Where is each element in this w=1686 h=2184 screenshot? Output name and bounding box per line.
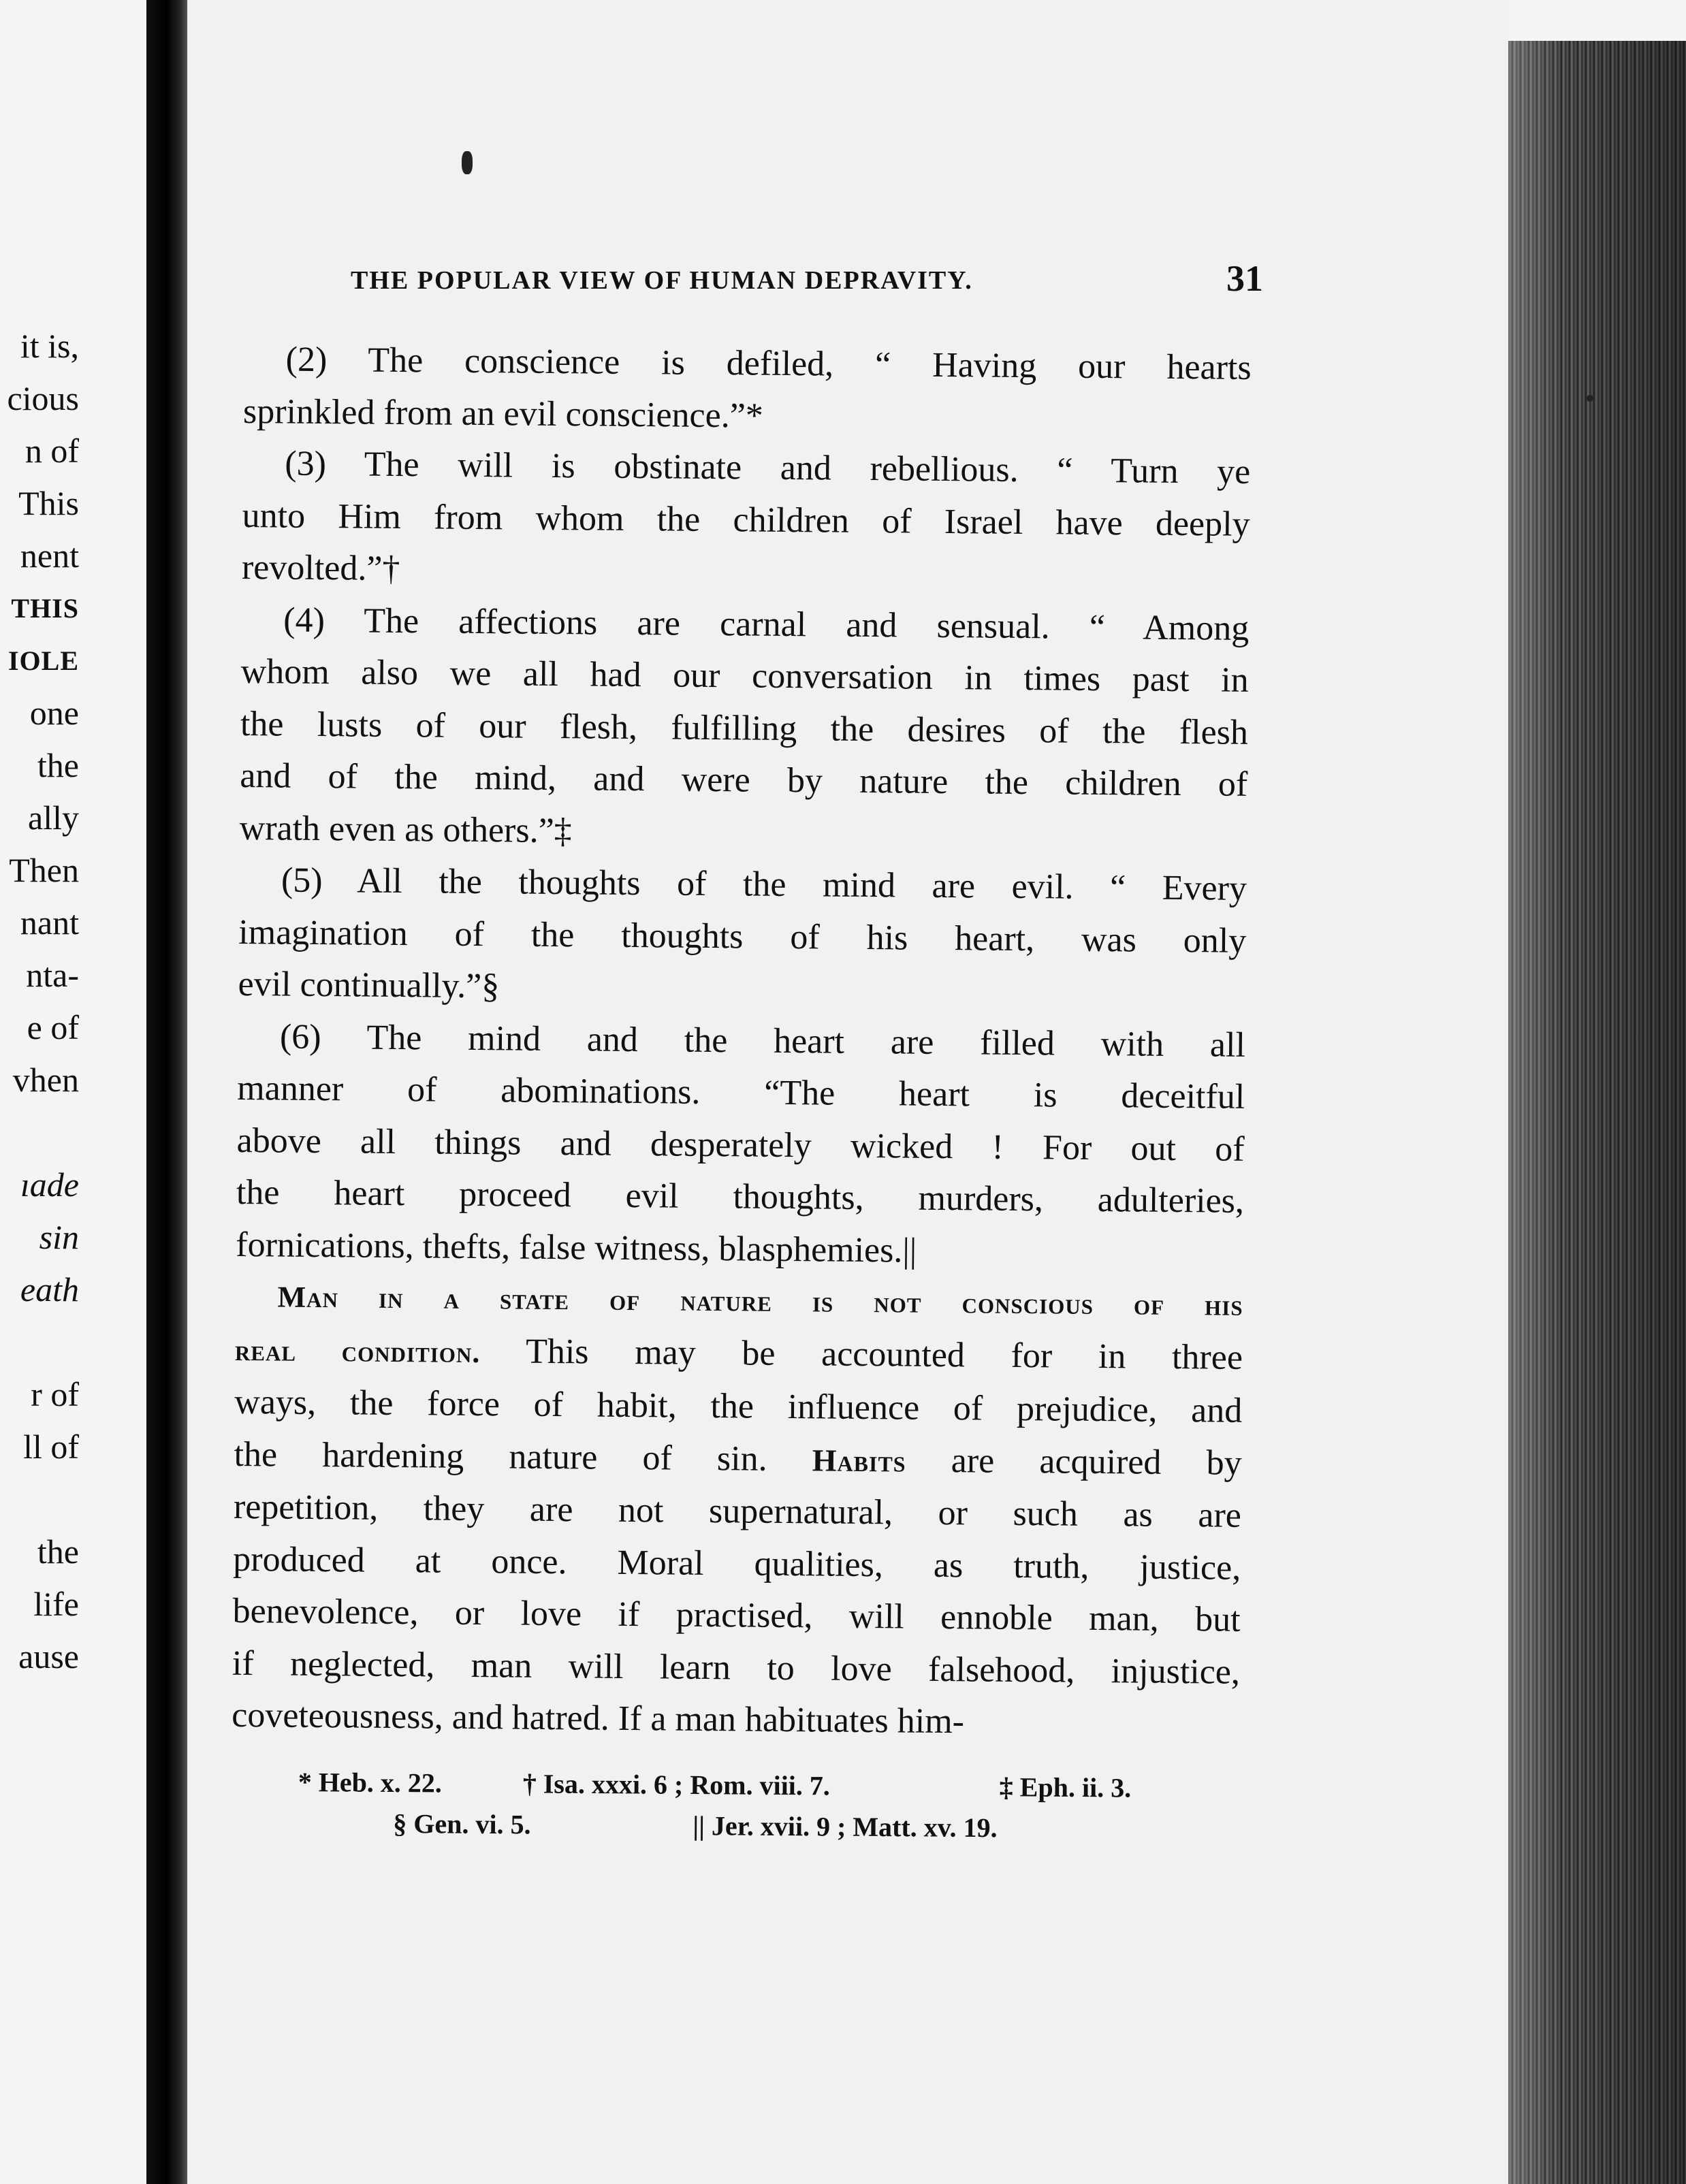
scan-speck <box>462 151 473 174</box>
section-line: repetition, they are not supernatural, or such as are <box>233 1487 1242 1535</box>
body-text <box>232 334 1252 1750</box>
left-page-line: sin <box>39 1218 79 1256</box>
paragraph-line: sprinkled from an evil conscience.”* <box>242 391 764 436</box>
left-page-line <box>0 1316 79 1368</box>
numbered-paragraph <box>236 1010 1245 1279</box>
footnote: ‡ Eph. ii. 3. <box>999 1771 1132 1803</box>
left-page-line: THIS <box>11 593 79 624</box>
left-page-line: cious <box>7 379 79 417</box>
footnote: * Heb. x. 22. <box>298 1766 443 1799</box>
numbered-paragraphs <box>236 334 1252 1280</box>
left-page-line: one <box>29 694 79 732</box>
section-line <box>235 1323 1243 1385</box>
paragraph-line: unto Him from whom the children of Israel have deeply <box>242 496 1250 544</box>
paragraph-line: manner of abominations. “The heart is deceitful <box>237 1068 1245 1117</box>
paragraph-line: the lusts of our flesh, fulfilling the desires of the flesh <box>240 704 1249 752</box>
paragraph-line: (6) The mind and the heart are filled with all <box>279 1017 1246 1065</box>
left-page-line <box>0 1473 79 1526</box>
footnotes <box>298 1762 1170 1850</box>
left-page-line: nent <box>20 536 79 575</box>
numbered-paragraph <box>238 854 1247 1019</box>
paragraph-line: evil continually.”§ <box>238 964 500 1006</box>
section-heading-tail: real condition. <box>234 1333 481 1369</box>
book-gutter <box>146 0 187 2184</box>
footnote: § Gen. vi. 5. <box>393 1808 531 1840</box>
paragraph-line: fornications, thefts, false witness, blasphemies.|| <box>236 1225 917 1270</box>
section-paragraph <box>232 1271 1243 1750</box>
footnote-row <box>298 1762 1170 1809</box>
paragraph-line: and of the mind, and were by nature the children of <box>240 756 1248 804</box>
scan-speck <box>1587 395 1593 402</box>
left-page-line: it is, <box>20 327 79 365</box>
paragraph-line: wrath even as others.”‡ <box>239 808 572 850</box>
section-line: benevolence, or love if practised, will ennoble man, but <box>232 1591 1241 1639</box>
numbered-paragraph <box>242 438 1251 603</box>
left-page-line: the <box>37 746 79 784</box>
left-page-line: nta- <box>26 956 79 994</box>
paragraph-line: (2) The conscience is defiled, “ Having our hearts <box>285 340 1252 387</box>
left-page-line: ause <box>18 1637 79 1675</box>
page-number: 31 <box>1226 258 1263 299</box>
left-page-line: n of <box>25 432 79 470</box>
footnote: || Jer. xvii. 9 ; Matt. xv. 19. <box>693 1810 998 1844</box>
footnote: † Isa. xxxi. 6 ; Rom. viii. 7. <box>522 1768 831 1801</box>
running-head <box>351 257 1263 305</box>
paragraph-line: whom also we all had our conversation in times past in <box>240 652 1249 700</box>
left-page-text <box>0 320 79 1683</box>
paragraph-line: the heart proceed evil thoughts, murders, adulteries, <box>236 1172 1245 1221</box>
section-line-text: the hardening nature of sin. <box>234 1434 767 1479</box>
section-line: coveteousness, and hatred. If a man habituates him- <box>232 1695 965 1741</box>
page-edges-top <box>1508 0 1686 41</box>
paragraph-line: imagination of the thoughts of his heart, was only <box>238 912 1247 961</box>
section-line: ways, the force of habit, the influence of prejudice, and <box>234 1382 1243 1430</box>
section-line-text: This may be accounted for in three <box>525 1332 1243 1377</box>
section-line: if neglected, man will learn to love falsehood, injustice, <box>232 1643 1241 1692</box>
footnote-row <box>298 1803 1169 1850</box>
left-page-line: ally <box>28 799 79 837</box>
left-page-line: e of <box>27 1008 79 1046</box>
numbered-paragraph <box>239 594 1249 863</box>
paragraph-line: (3) The will is obstinate and rebellious. “ Turn ye <box>285 444 1251 492</box>
section-line <box>234 1428 1242 1490</box>
left-page-line: Then <box>9 851 79 889</box>
section-line: produced at once. Moral qualities, as truth, justice, <box>233 1539 1241 1588</box>
paragraph-line: (4) The affections are carnal and sensual. “ Among <box>283 600 1250 648</box>
left-page-line: ıade <box>20 1166 79 1204</box>
left-page-line: This <box>18 484 79 522</box>
paragraph-line: above all things and desperately wicked ! For out of <box>236 1121 1245 1169</box>
left-page-line: vhen <box>12 1061 79 1099</box>
paragraph-line: revolted.”† <box>241 547 400 589</box>
left-page-line <box>0 1106 79 1159</box>
page-edges-shade <box>1508 41 1686 2184</box>
left-page-line: eath <box>20 1270 79 1308</box>
left-page-line: nant <box>20 903 79 942</box>
numbered-paragraph <box>243 334 1252 447</box>
habits-small-caps: Habits <box>812 1442 906 1479</box>
section-line-text: are acquired by <box>951 1441 1242 1483</box>
left-page-line: the <box>37 1532 79 1571</box>
left-page-line: life <box>33 1585 79 1623</box>
left-facing-page <box>0 0 158 2184</box>
paragraph-line: (5) All the thoughts of the mind are evil. “ Every <box>281 861 1247 908</box>
left-page-line: ll of <box>23 1428 79 1466</box>
section-heading-line: Man in a state of nature is not conscious of his <box>277 1280 1243 1322</box>
running-head-title: THE POPULAR VIEW OF HUMAN DEPRAVITY. <box>351 266 973 295</box>
left-page-line: r of <box>31 1375 79 1413</box>
left-page-line: IOLE <box>7 645 79 676</box>
